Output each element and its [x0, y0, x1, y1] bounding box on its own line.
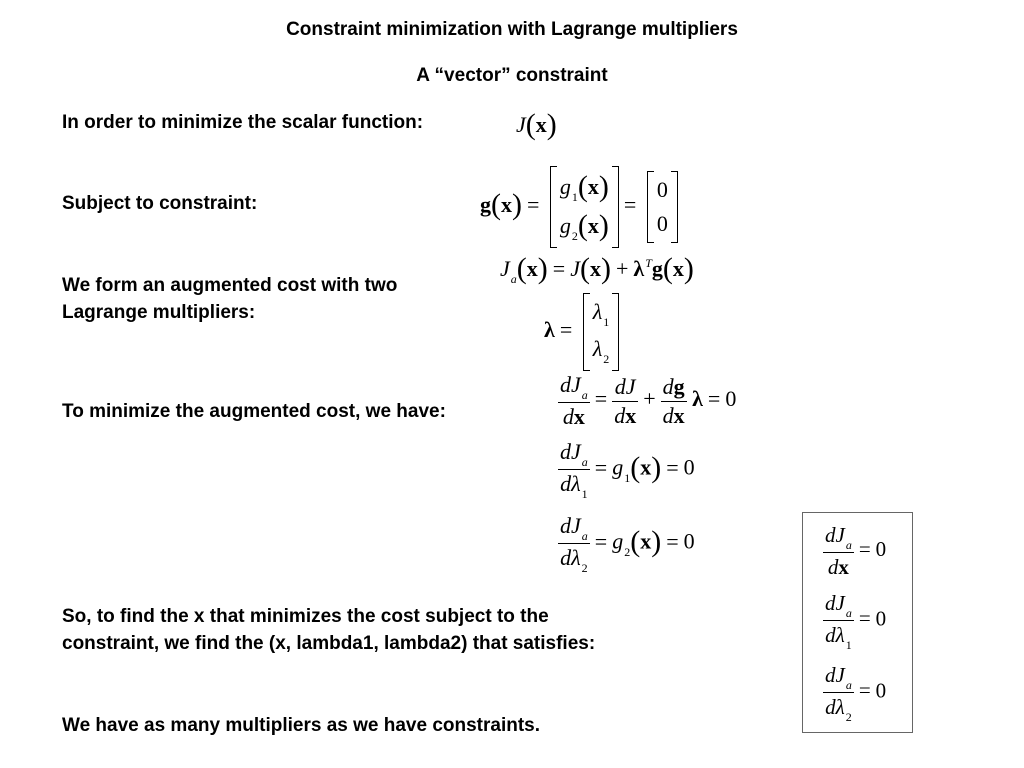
cost-function-expression: J(x): [516, 108, 557, 141]
multipliers-note-text: We have as many multipliers as we have constraints.: [62, 715, 541, 736]
page-title: Constraint minimization with Lagrange multipliers: [286, 19, 738, 40]
page-subtitle: A “vector” constraint: [416, 65, 608, 86]
gradient-lambda2-equation: $\frac{dJ_a}{d\lambda_2}$ = $g_2(x) = 0$: [560, 513, 695, 575]
solve-text-line2: constraint, we find the (x, lambda1, lambda2) that satisfies:: [62, 633, 596, 654]
boxed-gradient-lambda2-equation: $\frac{dJ_a}{d\lambda_2}$ = 0: [825, 663, 887, 724]
augmented-cost-equation: $J_a(x) = J(x) + \lambda^Tg(x)$: [500, 252, 694, 286]
constraint-text: Subject to constraint:: [62, 193, 258, 214]
constraint-equation: g(x) = $g_1(x)$ $g_2(x)$ = 0 0: [480, 166, 678, 248]
minimize-text: In order to minimize the scalar function:: [62, 112, 424, 133]
gradient-x-equation: $\frac{dJ_a}{dx}$ = $\frac{dJ}{dx}$ + $\frac{dg}{dx}$ λ = 0: [560, 372, 737, 429]
lambda-vector: $\lambda_1$ $\lambda_2$: [583, 293, 620, 371]
constraint-vector: $g_1(x)$ $g_2(x)$: [550, 166, 619, 248]
zero-vector: 0 0: [647, 171, 678, 243]
solve-text-line1: So, to find the x that minimizes the cost subject to the: [62, 606, 549, 627]
boxed-gradient-x-equation: $\frac{dJ_a}{dx}$ = 0: [825, 523, 887, 579]
augment-text-line2: Lagrange multipliers:: [62, 302, 256, 323]
lambda-vector-equation: λ = $\lambda_1$ $\lambda_2$: [544, 293, 619, 371]
boxed-gradient-lambda1-equation: $\frac{dJ_a}{d\lambda_1}$ = 0: [825, 591, 887, 652]
gradient-lambda1-equation: $\frac{dJ_a}{d\lambda_1}$ = $g_1(x) = 0$: [560, 439, 695, 501]
optimality-conditions-box: [802, 512, 913, 733]
to-minimize-text: To minimize the augmented cost, we have:: [62, 401, 446, 422]
augment-text-line1: We form an augmented cost with two: [62, 275, 398, 296]
